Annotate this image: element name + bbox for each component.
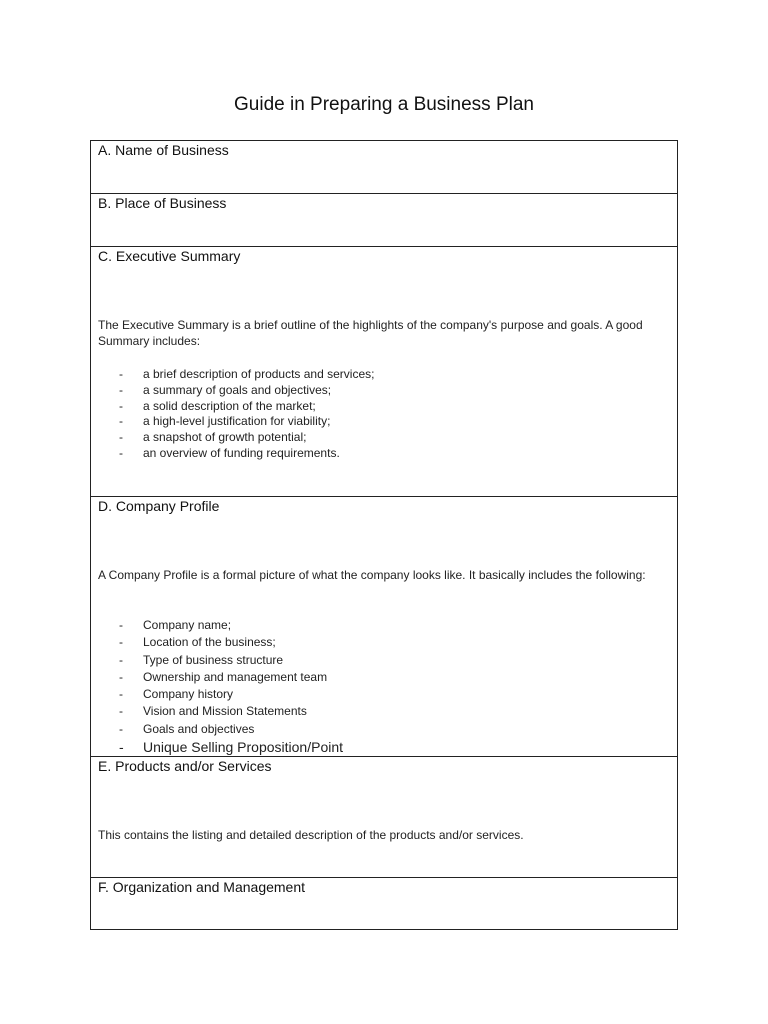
- list-item: - Company name;: [119, 617, 343, 634]
- list-item: - Company history: [119, 686, 343, 703]
- section-heading: E. Products and/or Services: [98, 758, 272, 774]
- section-executive-summary: [91, 247, 677, 497]
- section-description: This contains the listing and detailed description of the products and/or services.: [98, 828, 524, 842]
- list-item: - Goals and objectives: [119, 721, 343, 738]
- list-item: - Ownership and management team: [119, 669, 343, 686]
- section-description: A Company Profile is a formal picture of what the company looks like. It basically includes the following:: [98, 568, 646, 582]
- list-item: - a high-level justification for viability;: [119, 414, 374, 430]
- list-item: - a snapshot of growth potential;: [119, 430, 374, 446]
- section-heading: F. Organization and Management: [98, 879, 306, 895]
- section-heading: D. Company Profile: [98, 498, 220, 514]
- section-description: The Executive Summary is a brief outline of the highlights of the company's purpose and goals. A good Summary includes:: [98, 318, 643, 348]
- section-heading: A. Name of Business: [98, 142, 229, 158]
- section-organization-management: [91, 878, 677, 929]
- list-item: - Unique Selling Proposition/Point: [119, 738, 343, 757]
- section-company-profile: [91, 497, 677, 757]
- section-place-of-business: [91, 194, 677, 247]
- list-item: - a summary of goals and objectives;: [119, 383, 374, 399]
- document-title: Guide in Preparing a Business Plan: [234, 94, 534, 115]
- section-heading: C. Executive Summary: [98, 248, 241, 264]
- section-name-of-business: [91, 141, 677, 194]
- list-item: - Location of the business;: [119, 634, 343, 651]
- executive-summary-list: [119, 367, 374, 462]
- list-item: - a brief description of products and services;: [119, 367, 374, 383]
- list-item: - an overview of funding requirements.: [119, 446, 374, 462]
- business-plan-table: [90, 140, 678, 930]
- list-item: - Vision and Mission Statements: [119, 703, 343, 720]
- section-heading: B. Place of Business: [98, 195, 227, 211]
- company-profile-list: [119, 617, 343, 757]
- list-item: - Type of business structure: [119, 652, 343, 669]
- list-item: - a solid description of the market;: [119, 399, 374, 415]
- section-products-services: [91, 757, 677, 878]
